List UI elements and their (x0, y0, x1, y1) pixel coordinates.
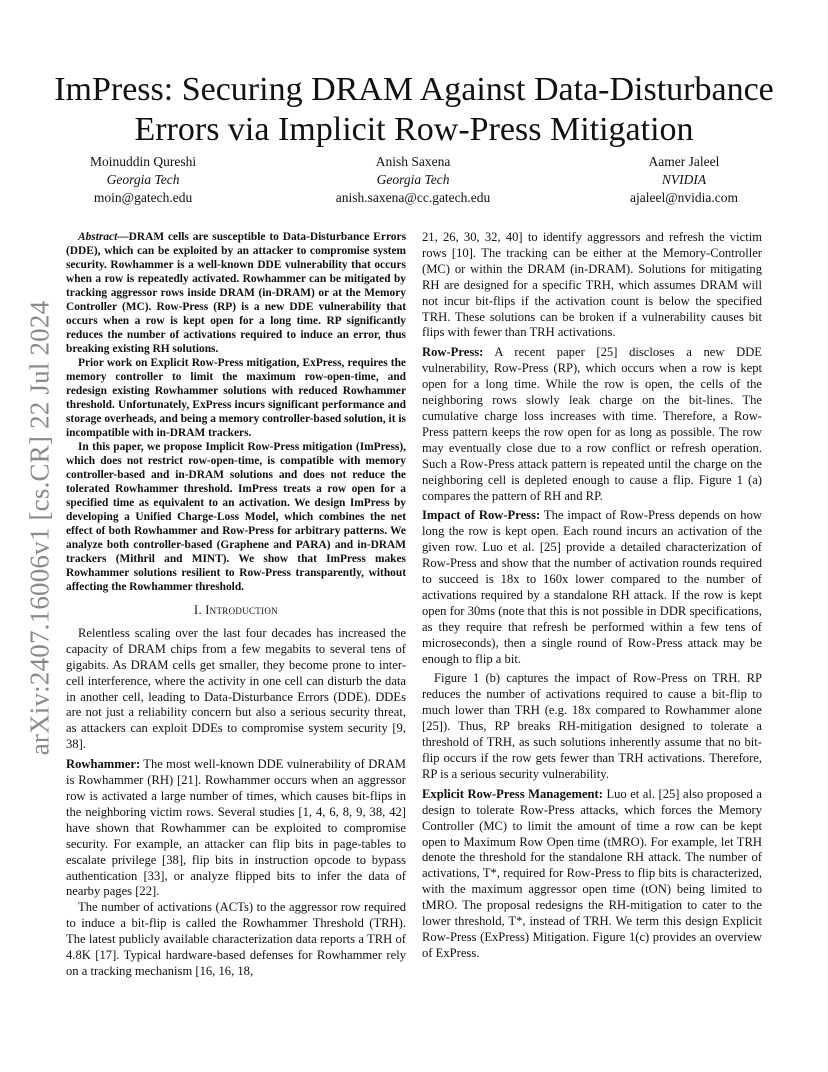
left-column (66, 230, 406, 980)
abstract-paragraph-2: Prior work on Explicit Row-Press mitigation, ExPress, requires the memory controller to limit the maximum row-open-time, and redesign existing Rowhammer solutions with reduced Rowhammer threshold. Unfortunately, ExPress incurs significant performance and storage overheads, and being a memory controller-based solution, it is incompatible with in-DRAM trackers. (66, 357, 406, 439)
explicit-text: Luo et al. [25] also proposed a design to tolerate Row-Press attacks, which forces the Memory Controller (MC) to limit the amount of time a row can be kept open to Maximum Row Open time (tMRO). For example, let TRH denote the threshold for the standalone RH attack. The number of activations, T*, required for Row-Press to flip bits is characterized, with the maximum aggressor open time (tON) being limited to tMRO. The proposal redesigns the RH-mitigation to cater to the lower threshold, T*, instead of TRH. We term this design Explicit Row-Press (ExPress) Mitigation. Figure 1(c) provides an overview of ExPress. (422, 786, 763, 960)
rowpress-text: A recent paper [25] discloses a new DDE vulnerability, Row-Press (RP), which occurs when a row is kept open for a long time. While the row is open, the cells of the neighboring rows slowly leak charge on the bit-lines. The cumulative charge loss increases with time. Therefore, a Row-Press pattern keeps the row open for as long as possible. The row may eventually close due to a row conflict or refresh operation. Such a Row-Press attack pattern is repeated until the charge on the neighboring cell is depleted enough to cause a flip. Figure 1 (a) compares the pattern of RH and RP. (422, 345, 762, 503)
rowhammer-heading: Rowhammer: (66, 757, 141, 772)
abstract (66, 230, 406, 594)
author-name: Aamer Jaleel (648, 154, 720, 169)
explicit-paragraph (422, 787, 762, 962)
author-email: moin@gatech.edu (93, 190, 193, 205)
figure-impact-paragraph: Figure 1 (b) captures the impact of Row-Press on TRH. RP reduces the number of activations required to cause a bit-flip to much lower than TRH (e.g. 18x compared to Rowhammer alone [25]). Thus, RP breaks RH-mitigation designed to tolerate a threshold of TRH, as such solutions inherently assume that no bit-flip occurs if the row gets fewer than TRH activations. Therefore, RP is a serious security vulnerability. (422, 671, 762, 781)
arxiv-identifier (10, 295, 70, 760)
abstract-label: Abstract (78, 231, 118, 243)
author-1 (90, 153, 196, 207)
arxiv-id-text: arXiv:2407.16006v1 [cs.CR] 22 Jul 2024 (24, 300, 55, 755)
impact-heading: Impact of Row-Press: (422, 508, 541, 523)
rowhammer-paragraph (66, 757, 406, 900)
abstract-text-1: —DRAM cells are susceptible to Data-Disturbance Errors (DDE), which can be exploited by an attacker to compromise system security. Rowhammer is a well-known DDE vulnerability that occurs when a row is repeatedly activated. Rowhammer can be mitigated by tracking aggressor rows inside DRAM (in-DRAM) or at the Memory Controller (MC). Row-Press (RP) is a new DDE vulnerability that occurs when a row is kept open for a long time. RP significantly reduces the number of activations required to induce an error, thus breaking existing RH solutions. (66, 231, 406, 355)
section-title: Introduction (205, 603, 278, 617)
intro-paragraph-1: Relentless scaling over the last four decades has increased the capacity of DRAM chips from a few megabits to several tens of gigabits. As DRAM cells get smaller, they become prone to inter-cell interference, where the activity in one cell can disturb the data in another cell, leading to Data-Disturbance Errors (DDE). DDEs are not just a reliability concern but also a serious security threat, as attackers can exploit DDEs to compromise system security [9, 38]. (66, 625, 406, 752)
title-line-2: Errors via Implicit Row-Press Mitigation (134, 111, 694, 148)
rowpress-paragraph (422, 345, 762, 504)
author-affiliation: Georgia Tech (106, 172, 180, 187)
author-name: Anish Saxena (375, 154, 451, 169)
rowpress-heading: Row-Press: (422, 345, 484, 360)
impact-text: The impact of Row-Press depends on how long the row is kept open. Each round incurs an activation of the given row. Luo et al. [25] provide a detailed characterization of Row-Press and show that the number of activation rounds required to succeed is 18x to 160x lower compared to the number of activations required by a standalone RH attack. If the row is kept open for 30ms (note that this is not possible in DDR specifications, as they require that refresh be performed within a few tens of microseconds), then a single round of Row-Press attack may be enough to flip a bit. (422, 508, 762, 666)
paper-title (50, 70, 778, 150)
title-line-1: ImPress: Securing DRAM Against Data-Disturbance (54, 71, 774, 108)
author-affiliation: Georgia Tech (376, 172, 450, 187)
abstract-paragraph-1 (66, 230, 406, 356)
author-2 (336, 153, 491, 207)
author-email: ajaleel@nvidia.com (629, 190, 738, 205)
section-number: I. (194, 603, 202, 617)
abstract-paragraph-3: In this paper, we propose Implicit Row-Press mitigation (ImPress), which does not restrict row-open-time, is compatible with memory controller-based and in-DRAM solutions and does not reduce the tolerated Rowhammer threshold. ImPress treats a row open for a specified time as equivalent to an activation. We design ImPress by developing a Unified Charge-Loss Model, which combines the net effect of both Rowhammer and Row-Press for arbitrary patterns. We analyze both controller-based (Graphene and PARA) and in-DRAM trackers (Mithril and MINT). We show that ImPress makes Rowhammer solutions resilient to Row-Press transparently, without affecting the Rowhammer threshold. (66, 441, 406, 593)
author-affiliation: NVIDIA (661, 172, 707, 187)
intro-paragraph-3: The number of activations (ACTs) to the aggressor row required to induce a bit-flip is called the Rowhammer Threshold (TRH). The latest publicly available characterization data reports a TRH of 4.8K [17]. Typical hardware-based defenses for Rowhammer rely on a tracking mechanism [16, 16, 18, (66, 900, 406, 978)
author-email: anish.saxena@cc.gatech.edu (335, 190, 491, 205)
author-3 (630, 153, 738, 207)
author-name: Moinuddin Qureshi (90, 154, 197, 169)
continued-paragraph: 21, 26, 30, 32, 40] to identify aggressors and refresh the victim rows [10]. The tracking can be either at the Memory-Controller (MC) or within the DRAM (in-DRAM). Solutions for mitigating RH are designed for a specific TRH, which assumes DRAM will not incur bit-flips if the activation count is below the specified TRH. These solutions can be broken if a vulnerability causes bit flips with fewer than TRH activations. (422, 230, 762, 340)
impact-paragraph (422, 508, 762, 667)
section-heading-introduction (66, 603, 406, 619)
author-block (90, 153, 738, 207)
right-column (422, 230, 762, 962)
explicit-heading: Explicit Row-Press Management: (422, 786, 603, 801)
rowhammer-text: The most well-known DDE vulnerability of DRAM is Rowhammer (RH) [21]. Rowhammer occurs when an aggressor row is activated a large number of times, which causes bit-flips in the neighboring victim rows. Several studies [1, 4, 6, 8, 9, 38, 42] have shown that Rowhammer can be exploited to compromise security. For example, an attacker can flip bits in page-tables to escalate privilege [38], flip bits in instruction opcode to bypass authentication [33], or analyze flipped bits to infer the data of nearby pages [22]. (66, 757, 406, 899)
